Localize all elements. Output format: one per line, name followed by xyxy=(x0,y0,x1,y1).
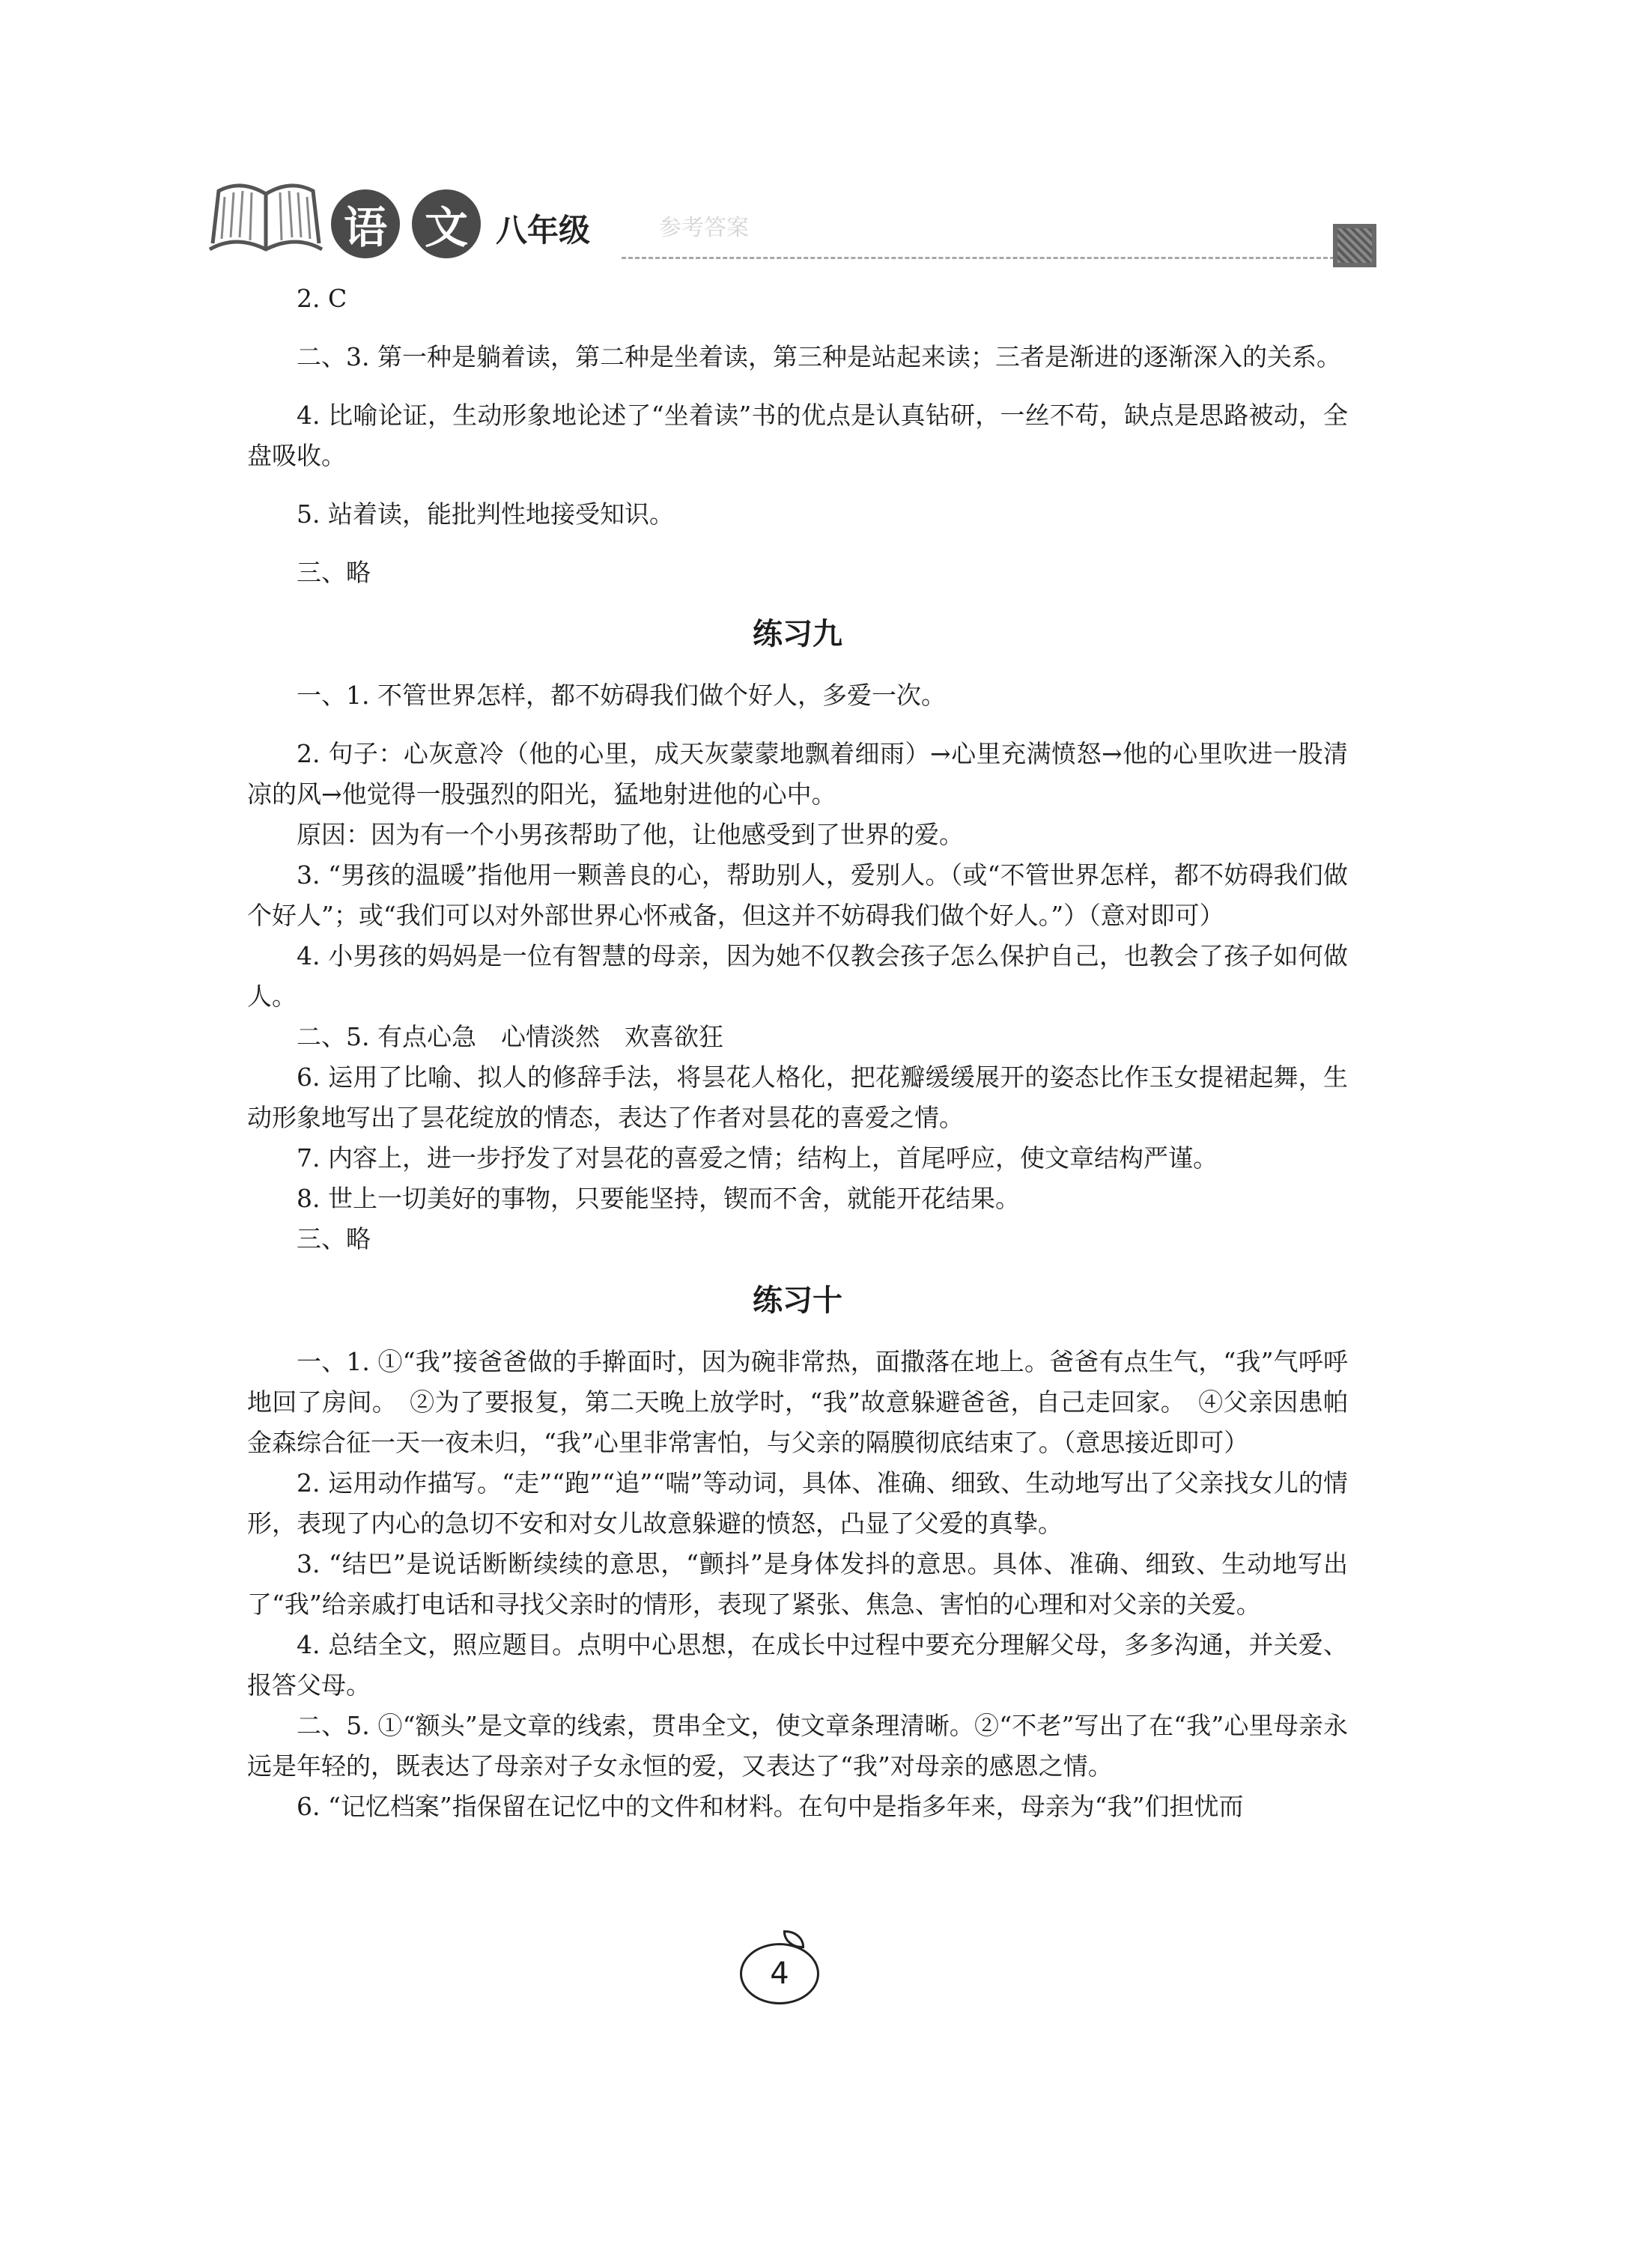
corner-ornament-icon xyxy=(1333,224,1376,267)
answer-line: 二、5. 有点心急 心情淡然 欢喜欲狂 xyxy=(297,1022,723,1051)
answer-line: 一、1. ①“我”接爸爸做的手擀面时，因为碗非常热，面撒落在地上。爸爸有点生气，“我”气呼呼地回了房间。 ②为了要报复，第二天晚上放学时，“我”故意躲避爸爸，自己走回家。 ④父亲因患帕金森综合征一天一夜未归，“我”心里非常害怕，与父亲的隔膜彻底结束了。（意思接近即可） xyxy=(247,1347,1348,1457)
answer-line: 3. “结巴”是说话断断续续的意思，“颤抖”是身体发抖的意思。具体、准确、细致、生动地写出了“我”给亲戚打电话和寻找父亲时的情形，表现了紧张、焦急、害怕的心理和对父亲的关爱。 xyxy=(247,1549,1348,1619)
answer-content xyxy=(247,279,1348,1827)
grade-label: 八年级 xyxy=(496,212,591,249)
answer-line: 8. 世上一切美好的事物，只要能坚持，锲而不舍，就能开花结果。 xyxy=(297,1184,1020,1213)
answer-line: 3. “男孩的温暖”指他用一颗善良的心，帮助别人，爱别人。（或“不管世界怎样，都不妨碍我们做个好人”；或“我们可以对外部世界心怀戒备，但这并不妨碍我们做个好人。”）（意对即可） xyxy=(247,860,1348,930)
answer-line: 三、略 xyxy=(297,558,371,587)
section-title-exercise-10: 练习十 xyxy=(753,1283,842,1318)
answer-line: 6. “记忆档案”指保留在记忆中的文件和材料。在句中是指多年来，母亲为“我”们担忧而 xyxy=(297,1792,1244,1821)
subject-badge-2: 文 xyxy=(412,189,481,258)
subject-badge-1: 语 xyxy=(331,189,400,258)
answer-line: 7. 内容上，进一步抒发了对昙花的喜爱之情；结构上，首尾呼应，使文章结构严谨。 xyxy=(297,1143,1218,1173)
answer-line: 2. C xyxy=(297,284,347,313)
answer-line: 原因：因为有一个小男孩帮助了他，让他感受到了世界的爱。 xyxy=(297,820,964,849)
answer-line: 4. 小男孩的妈妈是一位有智慧的母亲，因为她不仅教会孩子怎么保护自己，也教会了孩子如何做人。 xyxy=(247,941,1348,1011)
answer-line: 二、3. 第一种是躺着读，第二种是坐着读，第三种是站起来读；三者是渐进的逐渐深入的关系。 xyxy=(297,342,1341,371)
answer-line: 4. 比喻论证，生动形象地论述了“坐着读”书的优点是认真钻研，一丝不苟，缺点是思路被动，全盘吸收。 xyxy=(247,401,1348,470)
answer-line: 6. 运用了比喻、拟人的修辞手法，将昙花人格化，把花瓣缓缓展开的姿态比作玉女提裙起舞，生动形象地写出了昙花绽放的情态，表达了作者对昙花的喜爱之情。 xyxy=(247,1062,1348,1132)
faint-header-text: 参考答案 xyxy=(659,215,749,241)
answer-line: 5. 站着读，能批判性地接受知识。 xyxy=(297,499,674,529)
answer-line: 三、略 xyxy=(297,1224,371,1253)
page-header xyxy=(202,161,1370,273)
answer-line: 一、1. 不管世界怎样，都不妨碍我们做个好人，多爱一次。 xyxy=(297,681,946,710)
header-dashed-rule xyxy=(622,257,1348,259)
page-number: 4 xyxy=(740,1943,819,2004)
answer-line: 二、5. ①“额头”是文章的线索，贯串全文，使文章条理清晰。②“不老”写出了在“我”心里母亲永远是年轻的，既表达了母亲对子女永恒的爱，又表达了“我”对母亲的感恩之情。 xyxy=(247,1711,1348,1781)
answer-line: 4. 总结全文，照应题目。点明中心思想，在成长中过程中要充分理解父母，多多沟通，并关爱、报答父母。 xyxy=(247,1630,1348,1700)
section-title-exercise-9: 练习九 xyxy=(753,617,842,651)
book-icon xyxy=(202,174,329,264)
answer-line: 2. 运用动作描写。“走”“跑”“追”“喘”等动词，具体、准确、细致、生动地写出了父亲找女儿的情形，表现了内心的急切不安和对女儿故意躲避的愤怒，凸显了父爱的真挚。 xyxy=(247,1468,1348,1538)
answer-line: 2. 句子：心灰意冷（他的心里，成天灰蒙蒙地飘着细雨）→心里充满愤怒→他的心里吹进一股清凉的风→他觉得一股强烈的阳光，猛地射进他的心中。 xyxy=(247,739,1348,809)
